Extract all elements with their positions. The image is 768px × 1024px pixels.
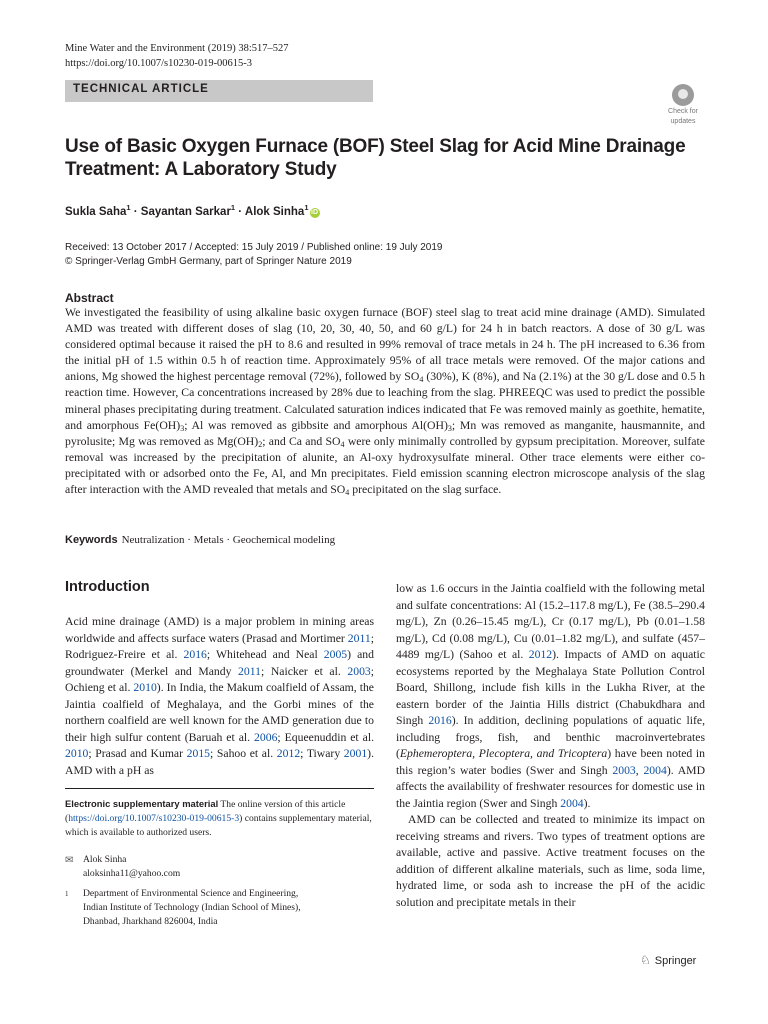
citation-link[interactable]: 2012 [528,648,553,661]
journal-header [65,41,289,71]
check-for-updates-label-1: Check for [668,108,698,115]
body-column-left [65,614,374,779]
publication-dates [65,241,442,269]
keywords-label: Keywords [65,534,118,546]
citation-link[interactable]: 2003 [612,763,636,777]
citation-link[interactable]: 2015 [186,747,210,760]
author-name[interactable]: Sayantan Sarkar [140,205,231,218]
abstract-heading: Abstract [65,291,114,305]
author-list [65,203,320,218]
citation-link[interactable]: 2012 [276,747,301,760]
author-affiliation-mark: 1 [304,203,309,212]
paragraph: Acid mine drainage (AMD) is a major problem in mining areas worldwide and affects surface waters (Prasad and Mortimer 2011; Rodriguez-Freire et al. 2016; Whitehead and Neal 2005) and groundwater (Merkel and Mandy 2011; Naicker et al. 2003; Ochieng et al. 2010). In India, the Makum coalfield of Assam, the Jaintia coalfield of Meghalaya, and the Gorbi mines of the northern coalfield are well known for the AMD generation due to their high sulfur content (Baruah et al. 2006; Equeenuddin et al. 2010; Prasad and Kumar 2015; Sahoo et al. 2012; Tiwary 2001). AMD with a pH as [65,615,374,777]
article-type-label: TECHNICAL ARTICLE [73,83,209,95]
citation-link[interactable]: 2005 [323,648,348,661]
affiliation-line: Department of Environmental Science and Engineering, [83,888,299,899]
abstract-body: We investigated the feasibility of using alkaline basic oxygen furnace (BOF) steel slag to treat acid mine drainage (AMD). Simulated AMD was treated with different doses of slag (10, 20, 30, 40, 50, and 60 g/L) for 24 h in batch reactors. A dose of 30 g/L was considered optimal because it raised the pH to 8.6 and resulted in 99% removal of trace metals in 24 h. The pH increased to 6.36 from the initial pH of 1.5 within 0.5 h of reaction time. Approximately 95% of all trace metals were removed. Of the major cations and anions, Mg showed the highest percentage removal (72%), followed by $SO_4$ (30%), K (8%), and Na (2.1%) at the 30 g/L dose and 0.5 h reaction time. However, Ca concentrations increased by 28% due to leaching from the slag. PHREEQC was used to predict the possible mineral phases precipitating during treatment. Calculated saturation indices indicated that Fe was removed mainly as goethite, hematite, and amorphous $Fe(OH)_3$; Al was removed as gibbsite and amorphous $Al(OH)_3$; Mn was removed as manganite, hausmannite, and pyrolusite; Mg was removed as $Mg(OH)_2$; and Ca and $SO_4$ were only minimally controlled by gypsum precipitation. Moreover, sulfate removal was increased by the precipitation of alunite, an Al-oxy hydroxysulfate mineral. Other trace elements were either co-precipitated with or adsorbed onto the Fe, Al, and Mn precipitates. Field emission scanning electron microscope analysis of the slag after interaction with the AMD revealed that metals and $SO_4$ precipitated on the slag surface. [65,306,705,498]
author-separator: · [235,205,245,218]
journal-doi-link[interactable]: https://doi.org/10.1007/s10230-019-00615-3 [65,58,253,69]
title-line-1: Use of Basic Oxygen Furnace (BOF) Steel Slag for Acid Mine Drainage [65,136,686,157]
citation-link[interactable]: 2001 [343,747,368,760]
journal-citation: Mine Water and the Environment (2019) 38:517–527 [65,43,289,54]
corresponding-author: Alok Sinha [83,854,127,865]
citation-link[interactable]: 2003 [347,664,371,678]
citation-link[interactable]: 2011 [238,664,261,678]
supplementary-doi-link[interactable]: https://doi.org/10.1007/s10230-019-00615-3 [68,813,240,824]
author-affiliation-mark: 1 [230,203,236,212]
introduction-heading: Introduction [65,579,150,595]
citation-link[interactable]: 2004 [643,763,667,777]
author-affiliation-mark: 1 [126,203,131,212]
corresponding-email[interactable]: aloksinha11@yahoo.com [83,868,181,879]
author-name[interactable]: Alok Sinha [244,205,305,218]
author-separator: · [130,205,141,218]
keywords-line [65,534,335,546]
citation-link[interactable]: 2016 [428,714,452,727]
footnote-divider [65,788,374,789]
copyright-line: © Springer-Verlag GmbH Germany, part of Springer Nature 2019 [65,256,352,267]
article-type-banner [65,80,373,102]
citation-link[interactable]: 2011 [347,631,371,645]
history-dates: Received: 13 October 2017 / Accepted: 15 July 2019 / Published online: 19 July 2019 [65,242,443,253]
paragraph: AMD can be collected and treated to minimize its impact on receiving streams and rivers. Two types of treatment options are available, active and passive. Active treatment focuses on the addition of different alkaline materials, such as lime, soda lime, hydrated lime, or soda ash to increase the pH of the acidic solution and precipitate metals in their [396,813,705,909]
author-name[interactable]: Sukla Saha [65,205,127,218]
check-for-updates-label-2: updates [670,117,696,125]
affiliation-number: 1 [65,890,69,898]
check-for-updates-badge[interactable] [664,84,702,125]
publisher-mark [640,953,696,967]
citation-link[interactable]: 2010 [133,681,157,694]
citation-link[interactable]: 2016 [183,648,207,661]
species-names: Ephemeroptera, Plecoptera, and Tricoptera [399,747,608,760]
citation-link[interactable]: 2004 [560,796,584,810]
springer-horse-icon: ♘ [640,953,651,967]
orcid-icon[interactable]: iD [311,208,318,216]
publisher-name: Springer [654,955,697,967]
check-for-updates-icon [672,84,694,106]
paragraph: low as 1.6 occurs in the Jaintia coalfield with the following metal and sulfate concentrations: Al (15.2–117.8 mg/L), Fe (38.5–290.4 mg/L), Zn (0.26–15.45 mg/L), Cr (0.17 mg/L), Pb (0.01–1.58 mg/L), Cd (0.08 mg/L), Cu (0.01–1.82 mg/L), and sulfate (457–4489 mg/L) (Sahoo et al. 2012). Impacts of AMD on aquatic ecosystems reported by the Meghalaya State Pollution Control Board, Shillong, include fish kills in the Lukha River, at the eastern border of the Jaintia Hills district (Chabukdhara and Singh 2016). In addition, declining populations of aquatic life, including frogs, fish, and benthic macroinvertebrates (Ephemeroptera, Plecoptera, and Tricoptera) have been noted in this region’s water bodies (Swer and Singh 2003, 2004). AMD affects the availability of freshwater resources for domestic use in the Jaintia region (Swer and Singh 2004). [396,582,706,810]
supplementary-label: Electronic supplementary material [65,798,219,809]
keywords-list: Neutralization · Metals · Geochemical modeling [121,534,336,546]
supplementary-note: Electronic supplementary material The online version of this article (https://doi.org/10.1007/s10230-019-00615-3) contains supplementary material, which is available to authorized users. [65,798,372,838]
affiliation-line: Indian Institute of Technology (Indian School of Mines), [83,902,301,913]
envelope-icon: ✉ [65,855,74,866]
citation-link[interactable]: 2010 [65,747,89,760]
title-line-2: Treatment: A Laboratory Study [65,159,337,180]
body-column-right [396,581,705,911]
citation-link[interactable]: 2006 [254,730,278,744]
article-title [65,135,705,181]
affiliation-line: Dhanbad, Jharkhand 826004, India [83,916,218,927]
